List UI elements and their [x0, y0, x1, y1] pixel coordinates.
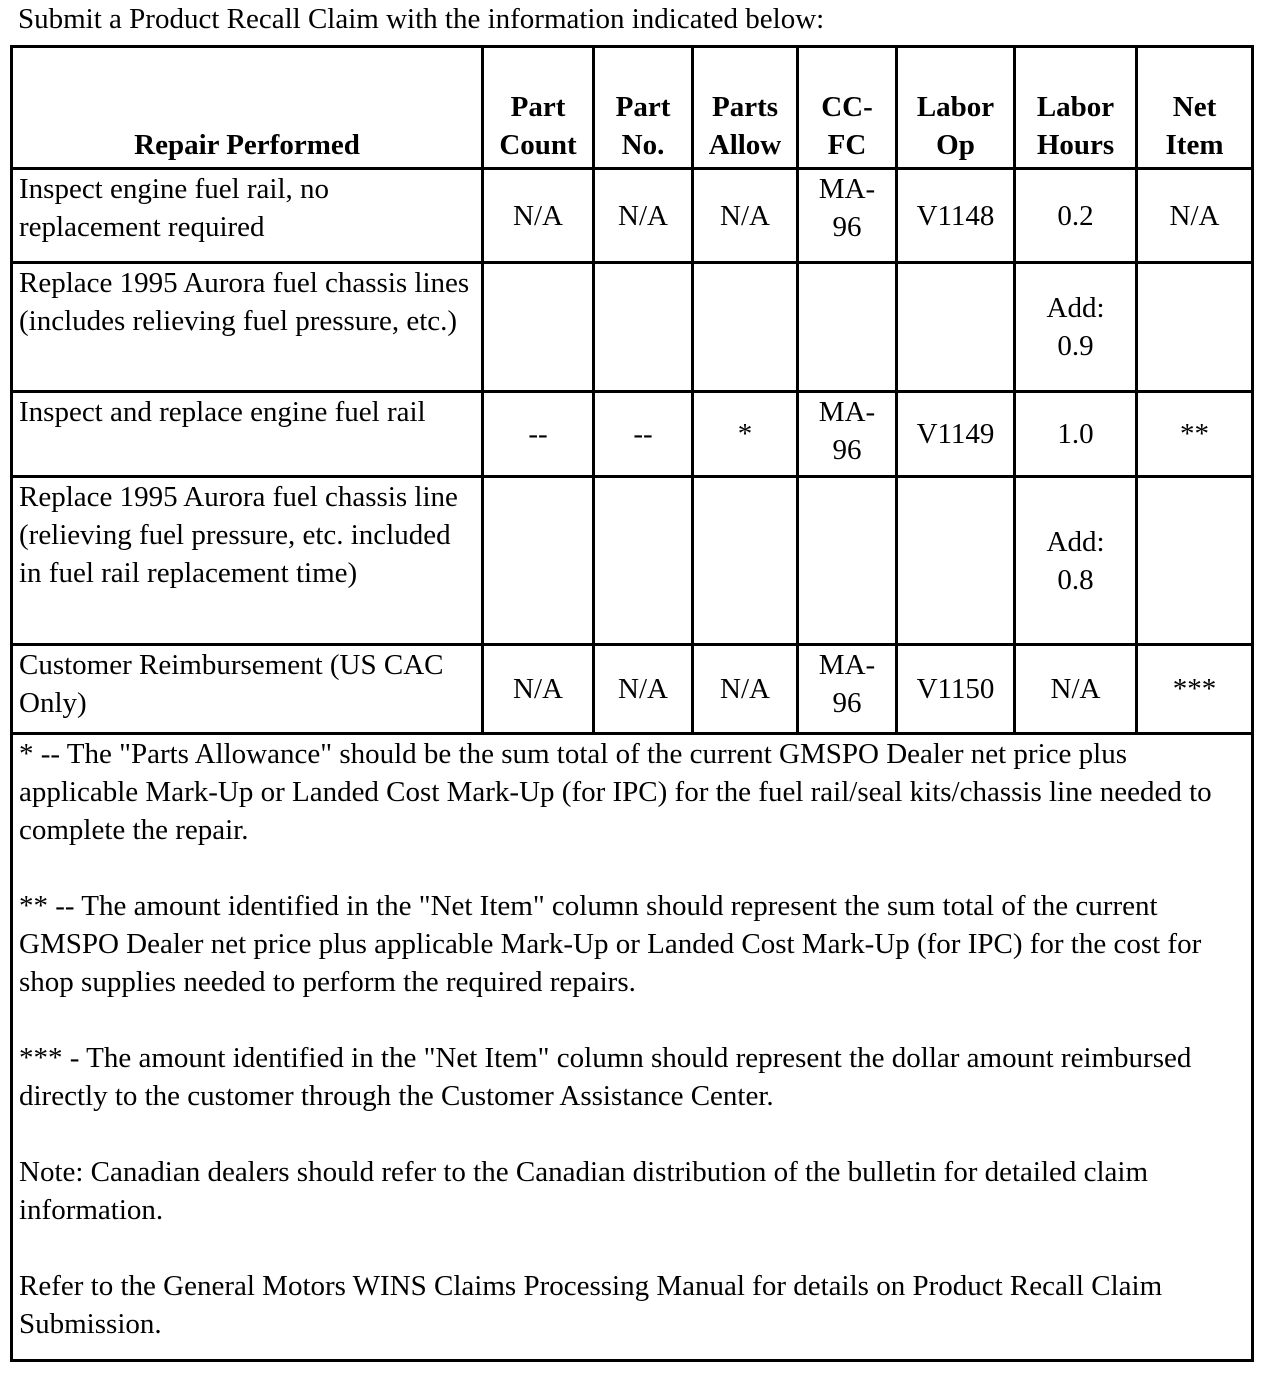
net-item-cell: ** [1137, 392, 1253, 477]
cc-fc-cell [798, 263, 897, 392]
part-count-cell: N/A [483, 169, 594, 263]
header-row [12, 47, 1253, 169]
parts-allow-cell [693, 477, 798, 645]
header-parts-allow: Parts Allow [693, 47, 798, 169]
part-no-cell [594, 263, 693, 392]
table-row [12, 169, 1253, 263]
part-no-cell: N/A [594, 645, 693, 734]
note-parts-allowance: * -- The "Parts Allowance" should be the sum total of the current GMSPO Dealer net price plus applicable Mark-Up or Landed Cost Mark-Up (for IPC) for the fuel rail/seal kits/chassis line needed to complete the repair. [19, 738, 1212, 846]
repair-cell: Replace 1995 Aurora fuel chassis line (relieving fuel pressure, etc. included in fuel rail replacement time) [12, 477, 483, 645]
labor-hours-cell: Add: 0.8 [1015, 477, 1137, 645]
table-row [12, 263, 1253, 392]
part-no-cell: N/A [594, 169, 693, 263]
repair-cell: Replace 1995 Aurora fuel chassis lines (includes relieving fuel pressure, etc.) [12, 263, 483, 392]
repair-cell: Customer Reimbursement (US CAC Only) [12, 645, 483, 734]
cc-fc-cell: MA- 96 [798, 169, 897, 263]
repair-cell: Inspect and replace engine fuel rail [12, 392, 483, 477]
part-count-cell: -- [483, 392, 594, 477]
note-net-item-shop-supplies: ** -- The amount identified in the "Net Item" column should represent the sum total of the current GMSPO Dealer net price plus applicable Mark-Up or Landed Cost Mark-Up (for IPC) for the cost for shop supplies needed to perform the required repairs. [19, 890, 1202, 998]
net-item-cell: N/A [1137, 169, 1253, 263]
part-no-cell: -- [594, 392, 693, 477]
note-net-item-reimbursement: *** - The amount identified in the "Net Item" column should represent the dollar amount reimbursed directly to the customer through the Customer Assistance Center. [19, 1042, 1192, 1112]
part-no-cell [594, 477, 693, 645]
recall-claim-table [10, 45, 1254, 1362]
labor-hours-cell: 1.0 [1015, 392, 1137, 477]
parts-allow-cell: * [693, 392, 798, 477]
parts-allow-cell: N/A [693, 169, 798, 263]
cc-fc-cell: MA- 96 [798, 392, 897, 477]
labor-hours-cell: Add: 0.9 [1015, 263, 1137, 392]
net-item-cell: *** [1137, 645, 1253, 734]
header-labor-op: Labor Op [897, 47, 1015, 169]
header-part-no: Part No. [594, 47, 693, 169]
labor-op-cell: V1149 [897, 392, 1015, 477]
labor-op-cell: V1150 [897, 645, 1015, 734]
intro-text: Submit a Product Recall Claim with the information indicated below: [18, 3, 825, 35]
labor-hours-cell: 0.2 [1015, 169, 1137, 263]
parts-allow-cell: N/A [693, 645, 798, 734]
table-row [12, 477, 1253, 645]
part-count-cell: N/A [483, 645, 594, 734]
note-canadian-dealers: Note: Canadian dealers should refer to the Canadian distribution of the bulletin for detailed claim information. [19, 1156, 1149, 1226]
header-net-item: Net Item [1137, 47, 1253, 169]
header-labor-hours: Labor Hours [1015, 47, 1137, 169]
part-count-cell [483, 263, 594, 392]
notes-cell [12, 734, 1253, 1361]
labor-op-cell: V1148 [897, 169, 1015, 263]
header-repair-performed: Repair Performed [12, 47, 483, 169]
cc-fc-cell [798, 477, 897, 645]
table-row [12, 392, 1253, 477]
net-item-cell [1137, 477, 1253, 645]
labor-hours-cell: N/A [1015, 645, 1137, 734]
parts-allow-cell [693, 263, 798, 392]
net-item-cell [1137, 263, 1253, 392]
repair-cell: Inspect engine fuel rail, no replacement required [12, 169, 483, 263]
labor-op-cell [897, 477, 1015, 645]
cc-fc-cell: MA- 96 [798, 645, 897, 734]
note-wins-manual: Refer to the General Motors WINS Claims Processing Manual for details on Product Recall Claim Submission. [19, 1270, 1163, 1340]
notes-row [12, 734, 1253, 1361]
header-part-count: Part Count [483, 47, 594, 169]
header-cc-fc: CC- FC [798, 47, 897, 169]
part-count-cell [483, 477, 594, 645]
table-row [12, 645, 1253, 734]
labor-op-cell [897, 263, 1015, 392]
